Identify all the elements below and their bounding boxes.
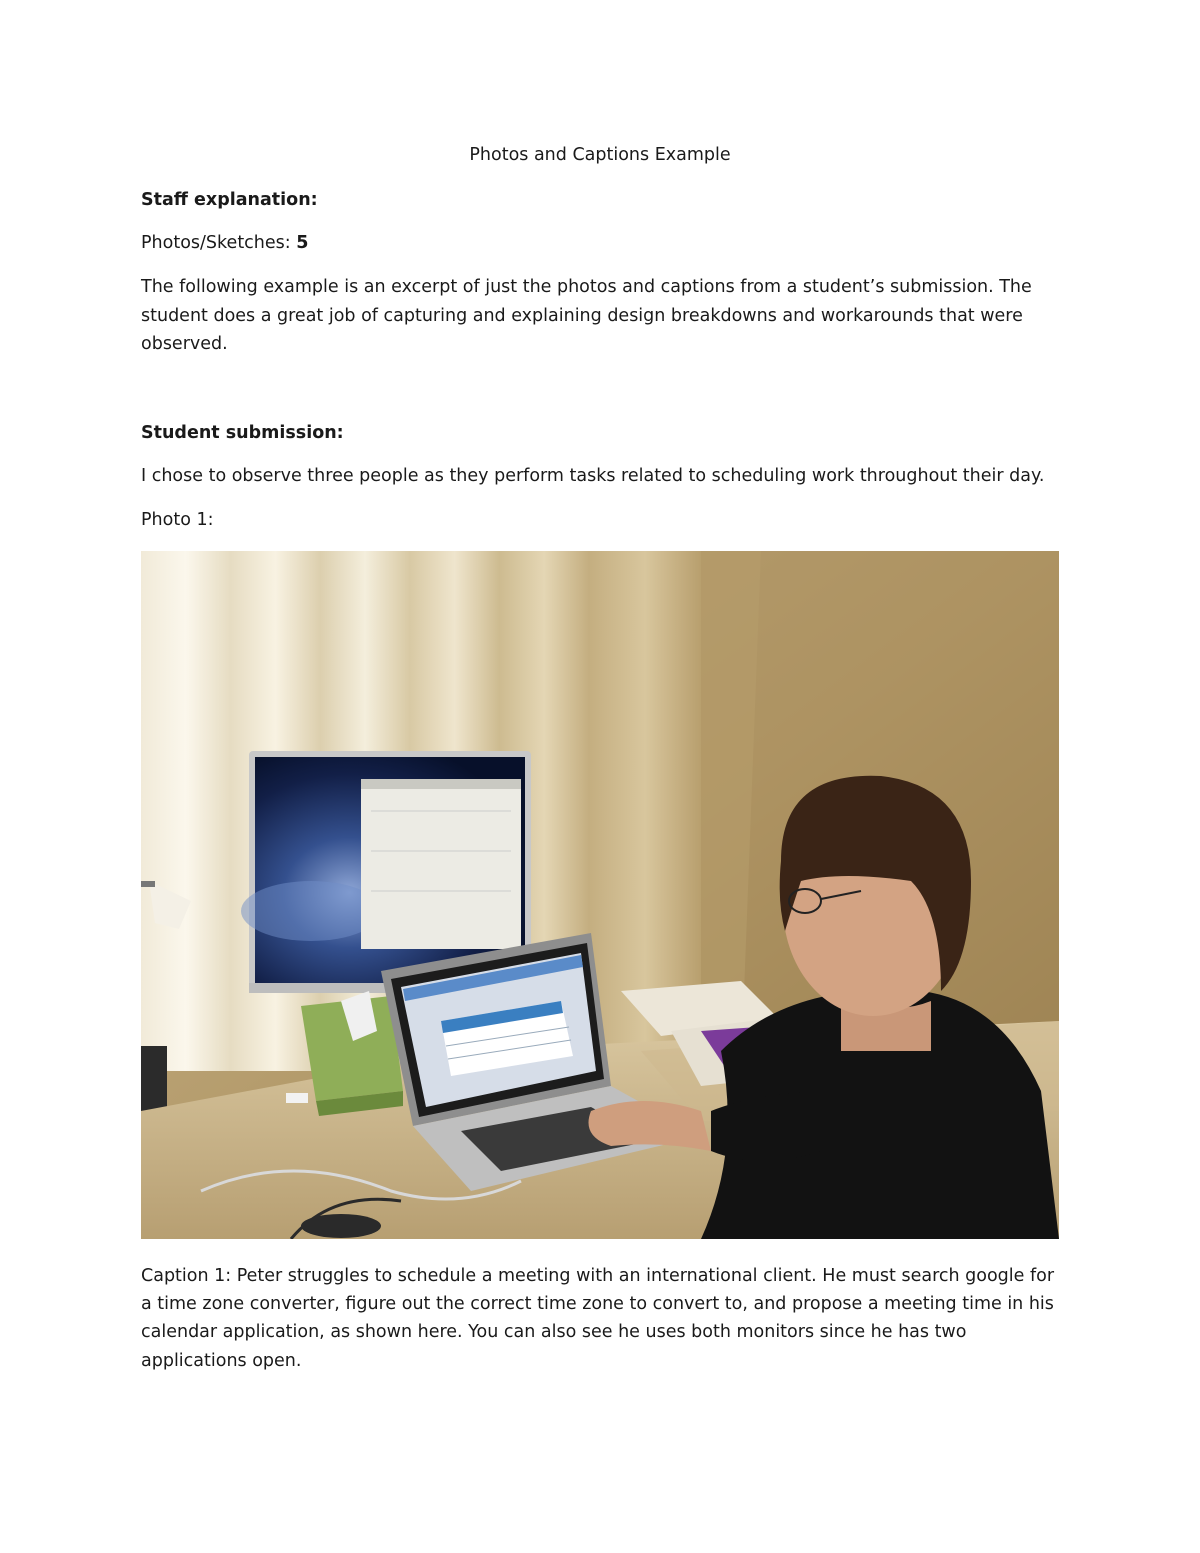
staff-text-line-2: student does a great job of capturing and explaining design breakdowns and workarounds that were xyxy=(141,306,1023,326)
staff-text-line-1: The following example is an excerpt of just the photos and captions from a student’s submission. The xyxy=(141,277,1032,297)
staff-explanation-heading: Staff explanation: xyxy=(141,190,318,210)
photo-1 xyxy=(141,551,1059,1239)
photos-sketches-label: Photos/Sketches: xyxy=(141,233,297,253)
staff-text-line-3: observed. xyxy=(141,334,228,354)
caption-line-3: calendar application, as shown here. You can also see he uses both monitors since he has two xyxy=(141,1322,967,1342)
photo-label: Photo 1: xyxy=(141,510,214,530)
caption-line-1: Caption 1: Peter struggles to schedule a meeting with an international client. He must search google for xyxy=(141,1266,1055,1286)
student-intro: I chose to observe three people as they perform tasks related to scheduling work throughout their day. xyxy=(141,466,1045,486)
caption-line-2: a time zone converter, figure out the correct time zone to convert to, and propose a meeting time in his xyxy=(141,1294,1054,1314)
photos-sketches-value: 5 xyxy=(296,233,309,253)
page-title: Photos and Captions Example xyxy=(469,145,731,165)
photos-sketches-count xyxy=(141,229,308,257)
caption-line-4: applications open. xyxy=(141,1351,302,1371)
student-submission-heading: Student submission: xyxy=(141,423,344,443)
